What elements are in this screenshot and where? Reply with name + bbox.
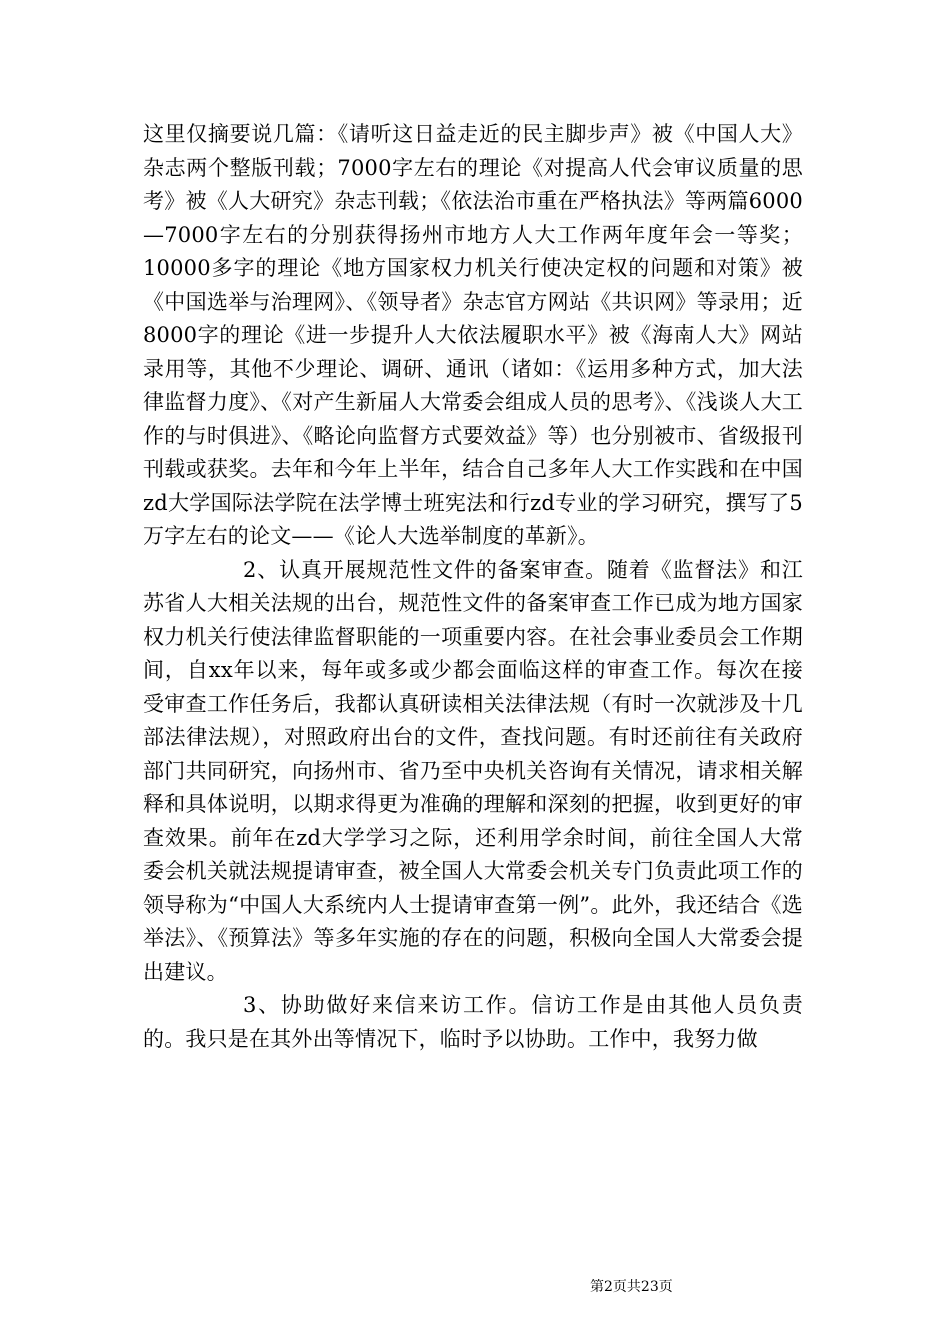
body-text <box>143 118 803 1056</box>
paragraph-2: 2、认真开展规范性文件的备案审查。随着《监督法》和江苏省人大相关法规的出台，规范性文件的备案审查工作已成为地方国家权力机关行使法律监督职能的一项重要内容。在社会事业委员会工作期间，自xx年以来，每年或多或少都会面临这样的审查工作。每次在接受审查工作任务后，我都认真研读相关法律法规（有时一次就涉及十几部法律法规），对照政府出台的文件，查找问题。有时还前往有关政府部门共同研究，向扬州市、省乃至中央机关咨询有关情况，请求相关解释和具体说明，以期求得更为准确的理解和深刻的把握，收到更好的审查效果。前年在zd大学学习之际，还利用学余时间，前往全国人大常委会机关就法规提请审查，被全国人大常委会机关专门负责此项工作的领导称为“中国人大系统内人士提请审查第一例”。此外，我还结合《选举法》、《预算法》等多年实施的存在的问题，积极向全国人大常委会提出建议。 <box>143 557 803 984</box>
page-number-footer: 第2页共23页 <box>590 1279 673 1295</box>
paragraph-3: 3、协助做好来信来访工作。信访工作是由其他人员负责的。我只是在其外出等情况下，临时予以协助。工作中，我努力做 <box>143 993 803 1051</box>
paragraph-1: 这里仅摘要说几篇：《请听这日益走近的民主脚步声》被《中国人大》杂志两个整版刊载；7000字左右的理论《对提高人代会审议质量的思考》被《人大研究》杂志刊载；《依法治市重在严格执法》等两篇6000—7000字左右的分别获得扬州市地方人大工作两年度年会一等奖；10000多字的理论《地方国家权力机关行使决定权的问题和对策》被《中国选举与治理网》、《领导者》杂志官方网站《共识网》等录用；近8000字的理论《进一步提升人大依法履职水平》被《海南人大》网站录用等，其他不少理论、调研、通讯（诸如：《运用多种方式，加大法律监督力度》、《对产生新届人大常委会组成人员的思考》、《浅谈人大工作的与时俱进》、《略论向监督方式要效益》等）也分别被市、省级报刊刊载或获奖。去年和今年上半年，结合自己多年人大工作实践和在中国zd大学国际法学院在法学博士班宪法和行zd专业的学习研究，撰写了5万字左右的论文——《论人大选举制度的革新》。 <box>143 122 803 548</box>
